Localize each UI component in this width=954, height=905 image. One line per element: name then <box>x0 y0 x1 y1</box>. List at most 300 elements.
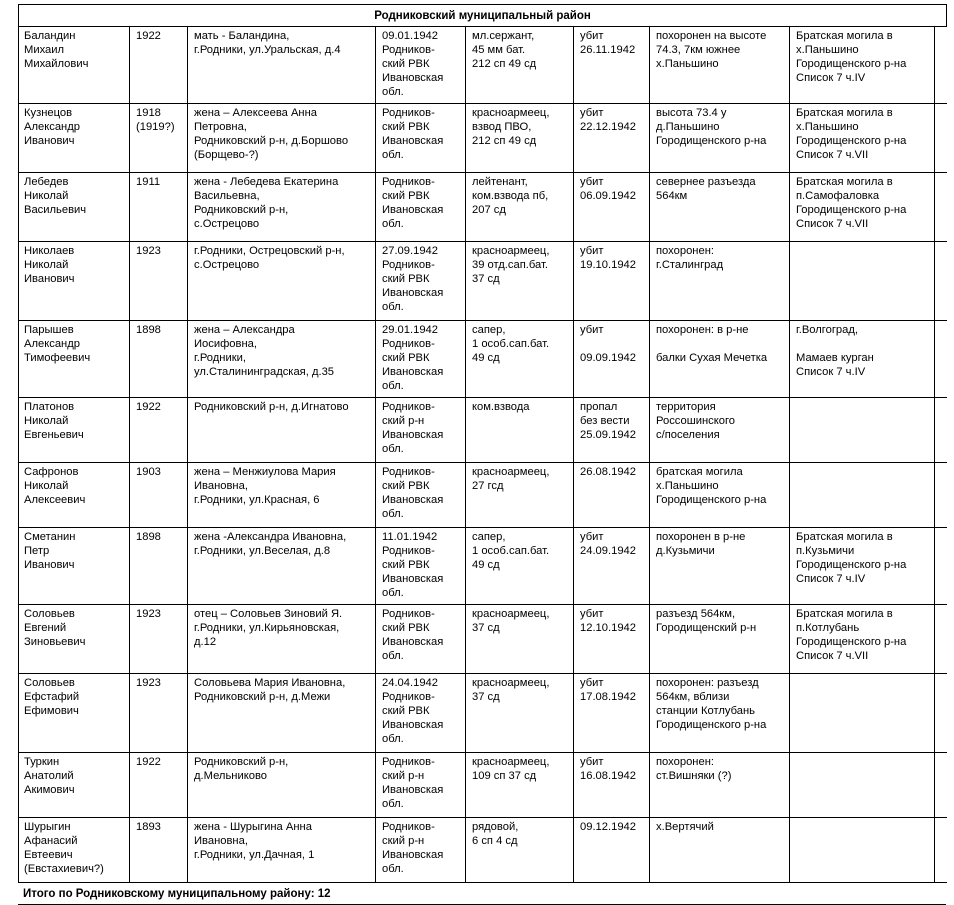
birth-year-cell <box>130 674 188 753</box>
cell-line: 22.12.1942 <box>580 121 636 133</box>
cell-line: Петр <box>24 545 50 557</box>
mass-grave-cell <box>790 753 935 818</box>
conscription-cell <box>376 104 466 173</box>
cell-line: Николай <box>24 259 69 271</box>
cell-line: Родников- <box>382 608 435 620</box>
relative-address-cell <box>188 173 376 242</box>
blank-edge-cell <box>935 674 947 753</box>
table-row <box>19 605 947 674</box>
cell-line: Васильевич <box>24 204 87 216</box>
cell-line: 1898 <box>136 324 161 336</box>
cell-line: Городищенский р-н <box>656 622 757 634</box>
cell-line: Тимофеевич <box>24 352 91 364</box>
cell-line: 207 сд <box>472 204 506 216</box>
blank-edge-cell <box>935 818 947 883</box>
cell-line: территория <box>656 401 716 413</box>
total-label: Итого по Родниковскому муниципальному району: 12 <box>18 883 946 905</box>
cell-line: 26.08.1942 <box>580 466 636 478</box>
cell-line: жена - Шурыгина Анна <box>194 821 312 833</box>
cell-line: п.Самофаловка <box>796 190 880 202</box>
conscription-cell <box>376 242 466 321</box>
cell-line: Родников- <box>382 466 435 478</box>
cell-line: 09.01.1942 <box>382 30 438 42</box>
cell-line: (1919?) <box>136 121 175 133</box>
cell-line: Братская могила в <box>796 30 893 42</box>
relative-address-cell <box>188 463 376 528</box>
cell-line: 11.01.1942 <box>382 531 438 543</box>
cell-line: с/поселения <box>656 429 720 441</box>
cell-line: (Борщево-?) <box>194 149 259 161</box>
cell-line: Городищенского р-на <box>656 719 767 731</box>
cell-line: обл. <box>382 149 404 161</box>
burial-place-cell <box>650 528 790 605</box>
cell-line: Родников- <box>382 176 435 188</box>
cell-line: обл. <box>382 380 404 392</box>
cell-line: 212 сп 49 сд <box>472 58 537 70</box>
cell-line: жена -Александра Ивановна, <box>194 531 347 543</box>
blank-edge-cell <box>935 398 947 463</box>
cell-line: Акимович <box>24 784 75 796</box>
cell-line: ский РВК <box>382 58 430 70</box>
burial-place-cell <box>650 674 790 753</box>
relative-address-cell <box>188 528 376 605</box>
cell-line: похоронен: <box>656 756 714 768</box>
burial-place-cell <box>650 753 790 818</box>
cell-line: Сафронов <box>24 466 79 478</box>
cell-line: лейтенант, <box>472 176 528 188</box>
cell-line: Ивановская <box>382 784 444 796</box>
cell-line: Алексеевич <box>24 494 86 506</box>
cell-line: взвод ПВО, <box>472 121 532 133</box>
cell-line: Ивановская <box>382 287 444 299</box>
cell-line: обл. <box>382 218 404 230</box>
cell-line: 17.08.1942 <box>580 691 636 703</box>
cell-line: Александр <box>24 338 80 350</box>
cell-line: Городищенского р-на <box>796 559 907 571</box>
cell-line: Список 7 ч.VII <box>796 650 869 662</box>
cell-line: красноармеец, <box>472 466 550 478</box>
cell-line: Городищенского р-на <box>796 636 907 648</box>
name-cell <box>19 398 130 463</box>
cell-line: 564км, вблизи <box>656 691 730 703</box>
fate-date-cell <box>574 605 650 674</box>
cell-line: 37 сд <box>472 273 500 285</box>
cell-line: Ивановская <box>382 72 444 84</box>
birth-year-cell <box>130 398 188 463</box>
name-cell <box>19 818 130 883</box>
cell-line: д.Паньшино <box>656 121 720 133</box>
relative-address-cell <box>188 753 376 818</box>
cell-line <box>656 337 785 351</box>
mass-grave-cell <box>790 528 935 605</box>
cell-line: жена – Александра <box>194 324 295 336</box>
fate-date-cell <box>574 528 650 605</box>
cell-line: Родниковский р-н, <box>194 756 289 768</box>
mass-grave-cell <box>790 321 935 398</box>
cell-line: похоронен: в р-не <box>656 324 749 336</box>
cell-line: ский РВК <box>382 705 430 717</box>
birth-year-cell <box>130 463 188 528</box>
cell-line: мать - Баландина, <box>194 30 290 42</box>
birth-year-cell <box>130 104 188 173</box>
cell-line: 1923 <box>136 677 161 689</box>
cell-line: Иванович <box>24 135 75 147</box>
cell-line: Парышев <box>24 324 74 336</box>
cell-line: 74.3, 7км южнее <box>656 44 741 56</box>
birth-year-cell <box>130 27 188 104</box>
blank-edge-cell <box>935 463 947 528</box>
cell-line: 12.10.1942 <box>580 622 636 634</box>
cell-line: Родников- <box>382 821 435 833</box>
cell-line: х.Паньшино <box>656 58 719 70</box>
conscription-cell <box>376 674 466 753</box>
name-cell <box>19 27 130 104</box>
cell-line: сапер, <box>472 531 506 543</box>
cell-line: Городищенского р-на <box>656 135 767 147</box>
cell-line: ский р-н <box>382 415 425 427</box>
cell-line: Михайлович <box>24 58 89 70</box>
cell-line: обл. <box>382 443 404 455</box>
cell-line: г.Родники, Острецовский р-н, <box>194 245 345 257</box>
table-row <box>19 398 947 463</box>
fate-date-cell <box>574 674 650 753</box>
conscription-cell <box>376 753 466 818</box>
cell-line: 1922 <box>136 756 161 768</box>
cell-line: 1 особ.сап.бат. <box>472 545 550 557</box>
cell-line: 29.01.1942 <box>382 324 438 336</box>
relative-address-cell <box>188 27 376 104</box>
cell-line: Платонов <box>24 401 75 413</box>
cell-line: убит <box>580 531 604 543</box>
mass-grave-cell <box>790 463 935 528</box>
relative-address-cell <box>188 104 376 173</box>
cell-line: убит <box>580 608 604 620</box>
cell-line: Городищенского р-на <box>796 58 907 70</box>
cell-line: Братская могила в <box>796 107 893 119</box>
cell-line: жена - Лебедева Екатерина <box>194 176 339 188</box>
cell-line: жена – Алексеева Анна <box>194 107 318 119</box>
cell-line: Список 7 ч.IV <box>796 366 866 378</box>
cell-line: ский РВК <box>382 559 430 571</box>
cell-line: г.Родники, ул.Веселая, д.8 <box>194 545 331 557</box>
name-cell <box>19 173 130 242</box>
cell-line: красноармеец, <box>472 756 550 768</box>
cell-line: балки Сухая Мечетка <box>656 352 768 364</box>
blank-edge-cell <box>935 321 947 398</box>
cell-line: красноармеец, <box>472 107 550 119</box>
cell-line: Родниковский р-н, д.Боршово <box>194 135 349 147</box>
fate-date-cell <box>574 104 650 173</box>
cell-line <box>580 337 645 351</box>
cell-line: Лебедев <box>24 176 69 188</box>
cell-line: Ивановна, <box>194 480 248 492</box>
cell-line: ул.Сталининградская, д.35 <box>194 366 335 378</box>
cell-line: убит <box>580 324 604 336</box>
fate-date-cell <box>574 753 650 818</box>
rank-unit-cell <box>466 242 574 321</box>
cell-line: разъезд 564км, <box>656 608 736 620</box>
cell-line: Николай <box>24 480 69 492</box>
cell-line: 37 сд <box>472 622 500 634</box>
cell-line: 37 сд <box>472 691 500 703</box>
cell-line: Родников- <box>382 545 435 557</box>
cell-line: д.Кузьмичи <box>656 545 715 557</box>
cell-line: г.Волгоград, <box>796 324 859 336</box>
conscription-cell <box>376 818 466 883</box>
cell-line: ский РВК <box>382 190 430 202</box>
cell-line: 1922 <box>136 30 161 42</box>
cell-line: Ивановская <box>382 135 444 147</box>
cell-line: без вести <box>580 415 630 427</box>
cell-line: Ивановская <box>382 573 444 585</box>
cell-line: убит <box>580 107 604 119</box>
cell-line: Иванович <box>24 273 75 285</box>
cell-line: Список 7 ч.VII <box>796 218 869 230</box>
cell-line: Родников- <box>382 44 435 56</box>
cell-line: Ивановская <box>382 366 444 378</box>
fate-date-cell <box>574 398 650 463</box>
cell-line: убит <box>580 756 604 768</box>
burial-place-cell <box>650 27 790 104</box>
cell-line: Ивановская <box>382 494 444 506</box>
cell-line: севернее разъезда <box>656 176 756 188</box>
cell-line <box>796 337 930 351</box>
cell-line: п.Кузьмичи <box>796 545 855 557</box>
cell-line: Родников- <box>382 259 435 271</box>
table-row <box>19 528 947 605</box>
cell-line: похоронен: <box>656 245 714 257</box>
table-row <box>19 242 947 321</box>
burial-place-cell <box>650 463 790 528</box>
cell-line: мл.сержант, <box>472 30 535 42</box>
mass-grave-cell <box>790 173 935 242</box>
mass-grave-cell <box>790 398 935 463</box>
birth-year-cell <box>130 753 188 818</box>
mass-grave-cell <box>790 605 935 674</box>
cell-line: 1918 <box>136 107 161 119</box>
cell-line: 27 гсд <box>472 480 504 492</box>
cell-line: 1922 <box>136 401 161 413</box>
rank-unit-cell <box>466 528 574 605</box>
cell-line: ский РВК <box>382 273 430 285</box>
cell-line: братская могила <box>656 466 743 478</box>
table-row <box>19 321 947 398</box>
blank-edge-cell <box>935 27 947 104</box>
birth-year-cell <box>130 321 188 398</box>
cell-line: ский р-н <box>382 770 425 782</box>
conscription-cell <box>376 27 466 104</box>
cell-line: убит <box>580 677 604 689</box>
cell-line: 19.10.1942 <box>580 259 636 271</box>
cell-line: с.Острецово <box>194 259 260 271</box>
conscription-cell <box>376 173 466 242</box>
cell-line: пропал <box>580 401 618 413</box>
cell-line: Николай <box>24 415 69 427</box>
title-row <box>19 5 947 27</box>
relative-address-cell <box>188 674 376 753</box>
cell-line: Родников- <box>382 756 435 768</box>
name-cell <box>19 321 130 398</box>
name-cell <box>19 528 130 605</box>
cell-line: Родниковский р-н, д.Межи <box>194 691 331 703</box>
burial-place-cell <box>650 605 790 674</box>
cell-line: г.Родники, <box>194 352 246 364</box>
fate-date-cell <box>574 242 650 321</box>
cell-line: Родниковский р-н, д.Игнатово <box>194 401 349 413</box>
cell-line: похоронен в р-не <box>656 531 746 543</box>
cell-line: Ивановна, <box>194 835 248 847</box>
rank-unit-cell <box>466 104 574 173</box>
cell-line: г.Родники, ул.Красная, 6 <box>194 494 320 506</box>
cell-line: 1903 <box>136 466 161 478</box>
cell-line: Афанасий <box>24 835 78 847</box>
cell-line: Соловьев <box>24 608 75 620</box>
rank-unit-cell <box>466 674 574 753</box>
blank-edge-cell <box>935 528 947 605</box>
cell-line: п.Котлубань <box>796 622 860 634</box>
cell-line: 24.09.1942 <box>580 545 636 557</box>
cell-line: г.Родники, ул.Кирьяновская, <box>194 622 340 634</box>
cell-line: убит <box>580 176 604 188</box>
cell-line: ский РВК <box>382 352 430 364</box>
cell-line: х.Вертячий <box>656 821 714 833</box>
blank-edge-cell <box>935 242 947 321</box>
cell-line: Родников- <box>382 691 435 703</box>
cell-line: 109 сп 37 сд <box>472 770 537 782</box>
cell-line: отец – Соловьев Зиновий Я. <box>194 608 343 620</box>
cell-line: Петровна, <box>194 121 247 133</box>
cell-line: Городищенского р-на <box>796 204 907 216</box>
cell-line: Евгеньевич <box>24 429 84 441</box>
cell-line: Мамаев курган <box>796 352 874 364</box>
total-table <box>18 883 946 905</box>
cell-line: убит <box>580 245 604 257</box>
cell-line: г.Сталинград <box>656 259 724 271</box>
cell-line: 1898 <box>136 531 161 543</box>
cell-line: 25.09.1942 <box>580 429 636 441</box>
cell-line: 6 сп 4 сд <box>472 835 518 847</box>
relative-address-cell <box>188 398 376 463</box>
cell-line: 16.08.1942 <box>580 770 636 782</box>
cell-line: обл. <box>382 508 404 520</box>
birth-year-cell <box>130 818 188 883</box>
document-sheet <box>18 4 946 905</box>
cell-line: ский РВК <box>382 480 430 492</box>
conscription-cell <box>376 605 466 674</box>
table-row <box>19 463 947 528</box>
cell-line: сапер, <box>472 324 506 336</box>
cell-line: Евгений <box>24 622 67 634</box>
fate-date-cell <box>574 173 650 242</box>
birth-year-cell <box>130 528 188 605</box>
cell-line: Родниковский р-н, <box>194 204 289 216</box>
cell-line: Ивановская <box>382 204 444 216</box>
cell-line: 212 сп 49 сд <box>472 135 537 147</box>
cell-line: Родников- <box>382 401 435 413</box>
cell-line: д.Мельниково <box>194 770 267 782</box>
cell-line: ст.Вишняки (?) <box>656 770 732 782</box>
cell-line: Баландин <box>24 30 76 42</box>
cell-line: похоронен на высоте <box>656 30 767 42</box>
cell-line: Михаил <box>24 44 65 56</box>
cell-line: Кузнецов <box>24 107 73 119</box>
burial-place-cell <box>650 818 790 883</box>
cell-line: с.Острецово <box>194 218 260 230</box>
cell-line: ский РВК <box>382 121 430 133</box>
cell-line: г.Родники, ул.Дачная, 1 <box>194 849 315 861</box>
conscription-cell <box>376 528 466 605</box>
fate-date-cell <box>574 27 650 104</box>
cell-line: Соловьева Мария Ивановна, <box>194 677 346 689</box>
relative-address-cell <box>188 321 376 398</box>
cell-line: Родников- <box>382 107 435 119</box>
cell-line: Россошинского <box>656 415 736 427</box>
cell-line: х.Паньшино <box>796 121 859 133</box>
name-cell <box>19 242 130 321</box>
cell-line: Александр <box>24 121 80 133</box>
cell-line: 49 сд <box>472 352 500 364</box>
cell-line: ский РВК <box>382 622 430 634</box>
cell-line: Городищенского р-на <box>656 494 767 506</box>
mass-grave-cell <box>790 674 935 753</box>
cell-line: Ивановская <box>382 636 444 648</box>
rank-unit-cell <box>466 463 574 528</box>
burial-table <box>18 4 947 883</box>
cell-line: Николаев <box>24 245 75 257</box>
name-cell <box>19 674 130 753</box>
rank-unit-cell <box>466 398 574 463</box>
cell-line: Братская могила в <box>796 608 893 620</box>
cell-line: Соловьев <box>24 677 75 689</box>
cell-line: Сметанин <box>24 531 76 543</box>
cell-line: 09.12.1942 <box>580 821 636 833</box>
mass-grave-cell <box>790 27 935 104</box>
blank-edge-cell <box>935 104 947 173</box>
cell-line: убит <box>580 30 604 42</box>
cell-line: 564км <box>656 190 688 202</box>
cell-line: ком.взвода <box>472 401 530 413</box>
cell-line: высота 73.4 у <box>656 107 727 119</box>
table-row <box>19 818 947 883</box>
name-cell <box>19 463 130 528</box>
fate-date-cell <box>574 463 650 528</box>
cell-line: Туркин <box>24 756 60 768</box>
cell-line: ский р-н <box>382 835 425 847</box>
cell-line: Городищенского р-на <box>796 135 907 147</box>
name-cell <box>19 605 130 674</box>
relative-address-cell <box>188 242 376 321</box>
cell-line: обл. <box>382 86 404 98</box>
cell-line: Братская могила в <box>796 176 893 188</box>
cell-line: Родников- <box>382 338 435 350</box>
conscription-cell <box>376 398 466 463</box>
rank-unit-cell <box>466 605 574 674</box>
cell-line: обл. <box>382 301 404 313</box>
birth-year-cell <box>130 173 188 242</box>
cell-line: Анатолий <box>24 770 74 782</box>
cell-line: Иванович <box>24 559 75 571</box>
cell-line: красноармеец, <box>472 245 550 257</box>
burial-place-cell <box>650 321 790 398</box>
rank-unit-cell <box>466 173 574 242</box>
cell-line: Список 7 ч.VII <box>796 149 869 161</box>
cell-line: ком.взвода пб, <box>472 190 549 202</box>
cell-line: красноармеец, <box>472 677 550 689</box>
section-title: Родниковский муниципальный район <box>19 5 947 27</box>
birth-year-cell <box>130 242 188 321</box>
cell-line: 09.09.1942 <box>580 352 636 364</box>
cell-line: Братская могила в <box>796 531 893 543</box>
